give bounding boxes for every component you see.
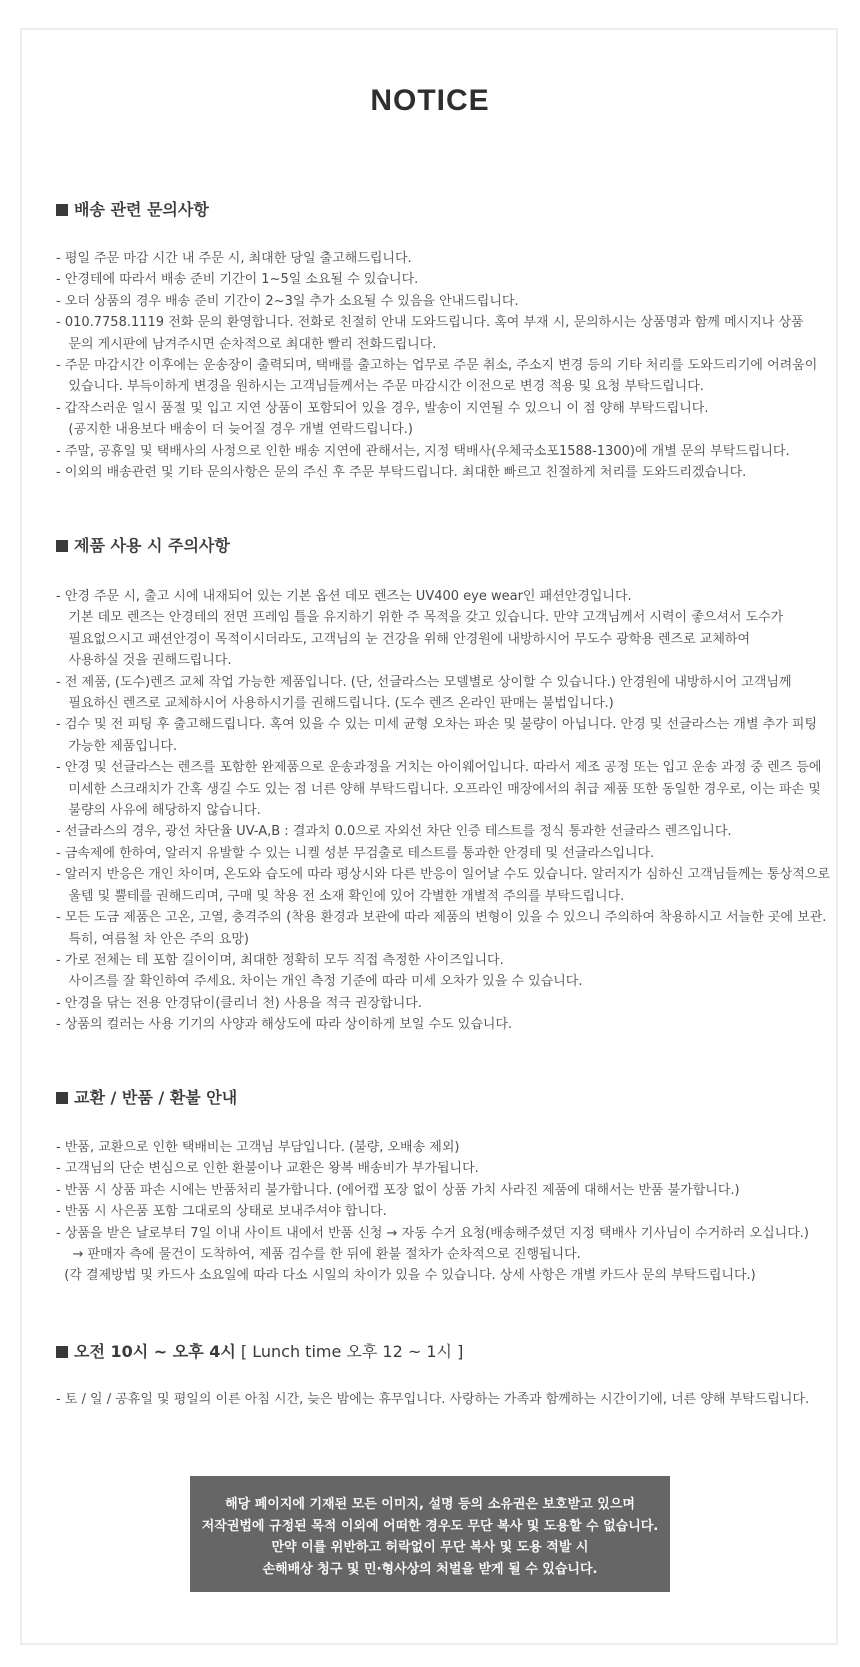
section-title-text: 배송 관련 문의사항	[74, 200, 209, 219]
lunch-time-text: [ Lunch time 오후 12 ~ 1시 ]	[235, 1342, 464, 1361]
text-line: 울템 및 뿔테를 권해드리며, 구매 및 착용 전 소재 확인에 있어 각별한 개별적 주의를 부탁드립니다.	[56, 888, 625, 904]
text-line: - 반품, 교환으로 인한 택배비는 고객님 부담입니다. (불량, 오배송 제외)	[56, 1140, 460, 1155]
section-hours-body	[56, 1389, 816, 1410]
text-line: - 010.7758.1119 전화 문의 환영합니다. 전화로 친절히 안내 도와드립니다. 혹여 부재 시, 문의하시는 상품명과 함께 메시지나 상품	[56, 315, 804, 331]
section-hours-title	[56, 1339, 463, 1362]
text-line: - 검수 및 전 피팅 후 출고해드립니다. 혹여 있을 수 있는 미세 균형 오차는 파손 및 불량이 아닙니다. 안경 및 선글라스는 개별 추가 피팅	[56, 717, 818, 733]
filled-square-icon	[56, 1346, 68, 1358]
section-shipping-body	[56, 248, 816, 483]
text-line: - 반품 시 사은품 포함 그대로의 상태로 보내주셔야 합니다.	[56, 1204, 387, 1220]
section-title-text: 교환 / 반품 / 환불 안내	[74, 1088, 238, 1107]
text-line: - 전 제품, (도수)렌즈 교체 작업 가능한 제품입니다. (단, 선글라스는 모델별로 상이할 수 있습니다.) 안경원에 내방하시어 고객님께	[56, 674, 792, 690]
text-line: - 반품 시 상품 파손 시에는 반품처리 불가합니다. (에어캡 포장 없이 상품 가치 사라진 제품에 대해서는 반품 불가합니다.)	[56, 1182, 740, 1198]
text-line: - 상품의 컬러는 사용 기기의 사양과 해상도에 따라 상이하게 보일 수도 있습니다.	[56, 1017, 513, 1033]
text-line: - 평일 주문 마감 시간 내 주문 시, 최대한 당일 출고해드립니다.	[56, 251, 412, 266]
text-line: 특히, 여름철 차 안은 주의 요망)	[56, 931, 249, 947]
filled-square-icon	[56, 540, 68, 552]
section-return-body	[56, 1137, 816, 1287]
text-line: - 안경을 닦는 전용 안경닦이(클리너 천) 사용을 적극 권장합니다.	[56, 995, 422, 1011]
copyright-notice	[190, 1476, 670, 1592]
text-line: - 이외의 배송관련 및 기타 문의사항은 문의 주신 후 주문 부탁드립니다. 최대한 빠르고 친절하게 처리를 도와드리겠습니다.	[56, 465, 747, 481]
page-title	[360, 84, 499, 118]
text-line: 사이즈를 잘 확인하여 주세요. 차이는 개인 측정 기준에 따라 미세 오차가 있을 수 있습니다.	[56, 974, 583, 990]
text-line: - 모든 도금 제품은 고온, 고열, 충격주의 (착용 환경과 보관에 따라 제품의 변형이 있을 수 있으니 주의하여 착용하시고 서늘한 곳에 보관.	[56, 910, 827, 926]
text-line: - 안경테에 따라서 배송 준비 기간이 1~5일 소요될 수 있습니다.	[56, 272, 419, 288]
text-line: - 고객님의 단순 변심으로 인한 환불이나 교환은 왕복 배송비가 부가됩니다.	[56, 1161, 479, 1177]
section-shipping-title	[56, 197, 209, 220]
text-line: 문의 게시판에 남겨주시면 순차적으로 최대한 빨리 전화드립니다.	[56, 336, 437, 352]
text-line: 손해배상 청구 및 민·형사상의 처벌을 받게 될 수 있습니다.	[262, 1561, 598, 1577]
page-title-text: NOTICE	[370, 84, 490, 117]
text-line: - 갑작스러운 일시 품절 및 입고 지연 상품이 포함되어 있을 경우, 발송이 지연될 수 있으니 이 점 양해 부탁드립니다.	[56, 400, 709, 416]
text-line: 불량의 사유에 해당하지 않습니다.	[56, 803, 261, 819]
text-line: 만약 이를 위반하고 허락없이 무단 복사 및 도용 적발 시	[271, 1540, 589, 1555]
section-usage-title	[56, 533, 230, 556]
filled-square-icon	[56, 204, 68, 216]
text-line: 미세한 스크래치가 간혹 생길 수도 있는 점 너른 양해 부탁드립니다. 오프라인 매장에서의 취급 제품 또한 동일한 경우로, 이는 파손 및	[56, 781, 821, 797]
text-line: → 판매자 측에 물건이 도착하여, 제품 검수를 한 뒤에 환불 절차가 순차적으로 진행됩니다.	[56, 1247, 581, 1263]
text-line: - 가로 전체는 테 포함 길이이며, 최대한 정확히 모두 직접 측정한 사이즈입니다.	[56, 952, 504, 968]
text-line: 저작권법에 규정된 목적 이외에 어떠한 경우도 무단 복사 및 도용할 수 없습니다.	[201, 1518, 659, 1534]
text-line: (각 결제방법 및 카드사 소요일에 따라 다소 시일의 차이가 있을 수 있습니다. 상세 사항은 개별 카드사 문의 부탁드립니다.)	[56, 1268, 756, 1284]
text-line: 기본 데모 렌즈는 안경테의 전면 프레임 틀을 유지하기 위한 주 목적을 갖고 있습니다. 만약 고객님께서 시력이 좋으셔서 도수가	[56, 610, 784, 626]
text-line: (공지한 내용보다 배송이 더 늦어질 경우 개별 연락드립니다.)	[56, 422, 413, 438]
section-title-text: 제품 사용 시 주의사항	[74, 536, 230, 555]
text-line: - 알러지 반응은 개인 차이며, 온도와 습도에 따라 평상시와 다른 반응이 일어날 수도 있습니다. 알러지가 심하신 고객님들께는 통상적으로	[56, 867, 830, 883]
text-line: - 주말, 공휴일 및 택배사의 사정으로 인한 배송 지연에 관해서는, 지정 택배사(우체국소포1588-1300)에 개별 문의 부탁드립니다.	[56, 443, 790, 459]
section-usage-body	[56, 586, 830, 1036]
text-line: - 토 / 일 / 공휴일 및 평일의 이른 아침 시간, 늦은 밤에는 휴무입니다. 사랑하는 가족과 함께하는 시간이기에, 너른 양해 부탁드립니다.	[56, 1392, 810, 1407]
section-return-title	[56, 1085, 237, 1108]
text-line: - 금속제에 한하여, 알러지 유발할 수 있는 니켈 성분 무검출로 테스트를 통과한 안경테 및 선글라스입니다.	[56, 845, 655, 861]
text-line: - 상품을 받은 날로부터 7일 이내 사이트 내에서 반품 신청 → 자동 수거 요청(배송해주셨던 지정 택배사 기사님이 수거하러 오십니다.)	[56, 1225, 809, 1241]
text-line: - 안경 주문 시, 출고 시에 내재되어 있는 기본 옵션 데모 렌즈는 UV400 eye wear인 패션안경입니다.	[56, 589, 632, 604]
title-area	[0, 84, 860, 118]
text-line: 필요없으시고 패션안경이 목적이시더라도, 고객님의 눈 건강을 위해 안경원에 내방하시어 무도수 광학용 렌즈로 교체하여	[56, 631, 751, 647]
text-line: 사용하실 것을 권해드립니다.	[56, 653, 232, 669]
text-line: - 주문 마감시간 이후에는 운송장이 출력되며, 택배를 출고하는 업무로 주문 취소, 주소지 변경 등의 기타 처리를 도와드리기에 어려움이	[56, 358, 818, 374]
filled-square-icon	[56, 1092, 68, 1104]
text-line: - 안경 및 선글라스는 렌즈를 포함한 완제품으로 운송과정을 거치는 아이웨어입니다. 따라서 제조 공정 또는 입고 운송 과정 중 렌즈 등에	[56, 760, 822, 776]
text-line: 필요하신 렌즈로 교체하시어 사용하시기를 권해드립니다. (도수 렌즈 온라인 판매는 불법입니다.)	[56, 696, 614, 712]
section-title-text: 오전 10시 ~ 오후 4시	[74, 1342, 236, 1361]
text-line: 가능한 제품입니다.	[56, 738, 178, 754]
text-line: - 선글라스의 경우, 광선 차단율 UV-A,B : 결과치 0.0으로 자외선 차단 인증 테스트를 정식 통과한 선글라스 렌즈입니다.	[56, 824, 732, 840]
text-line: - 오더 상품의 경우 배송 준비 기간이 2~3일 추가 소요될 수 있음을 안내드립니다.	[56, 293, 519, 309]
text-line: 있습니다. 부득이하게 변경을 원하시는 고객님들께서는 주문 마감시간 이전으로 변경 적용 및 요청 부탁드립니다.	[56, 379, 704, 395]
text-line: 해당 페이지에 기재된 모든 이미지, 설명 등의 소유권은 보호받고 있으며	[225, 1497, 635, 1512]
